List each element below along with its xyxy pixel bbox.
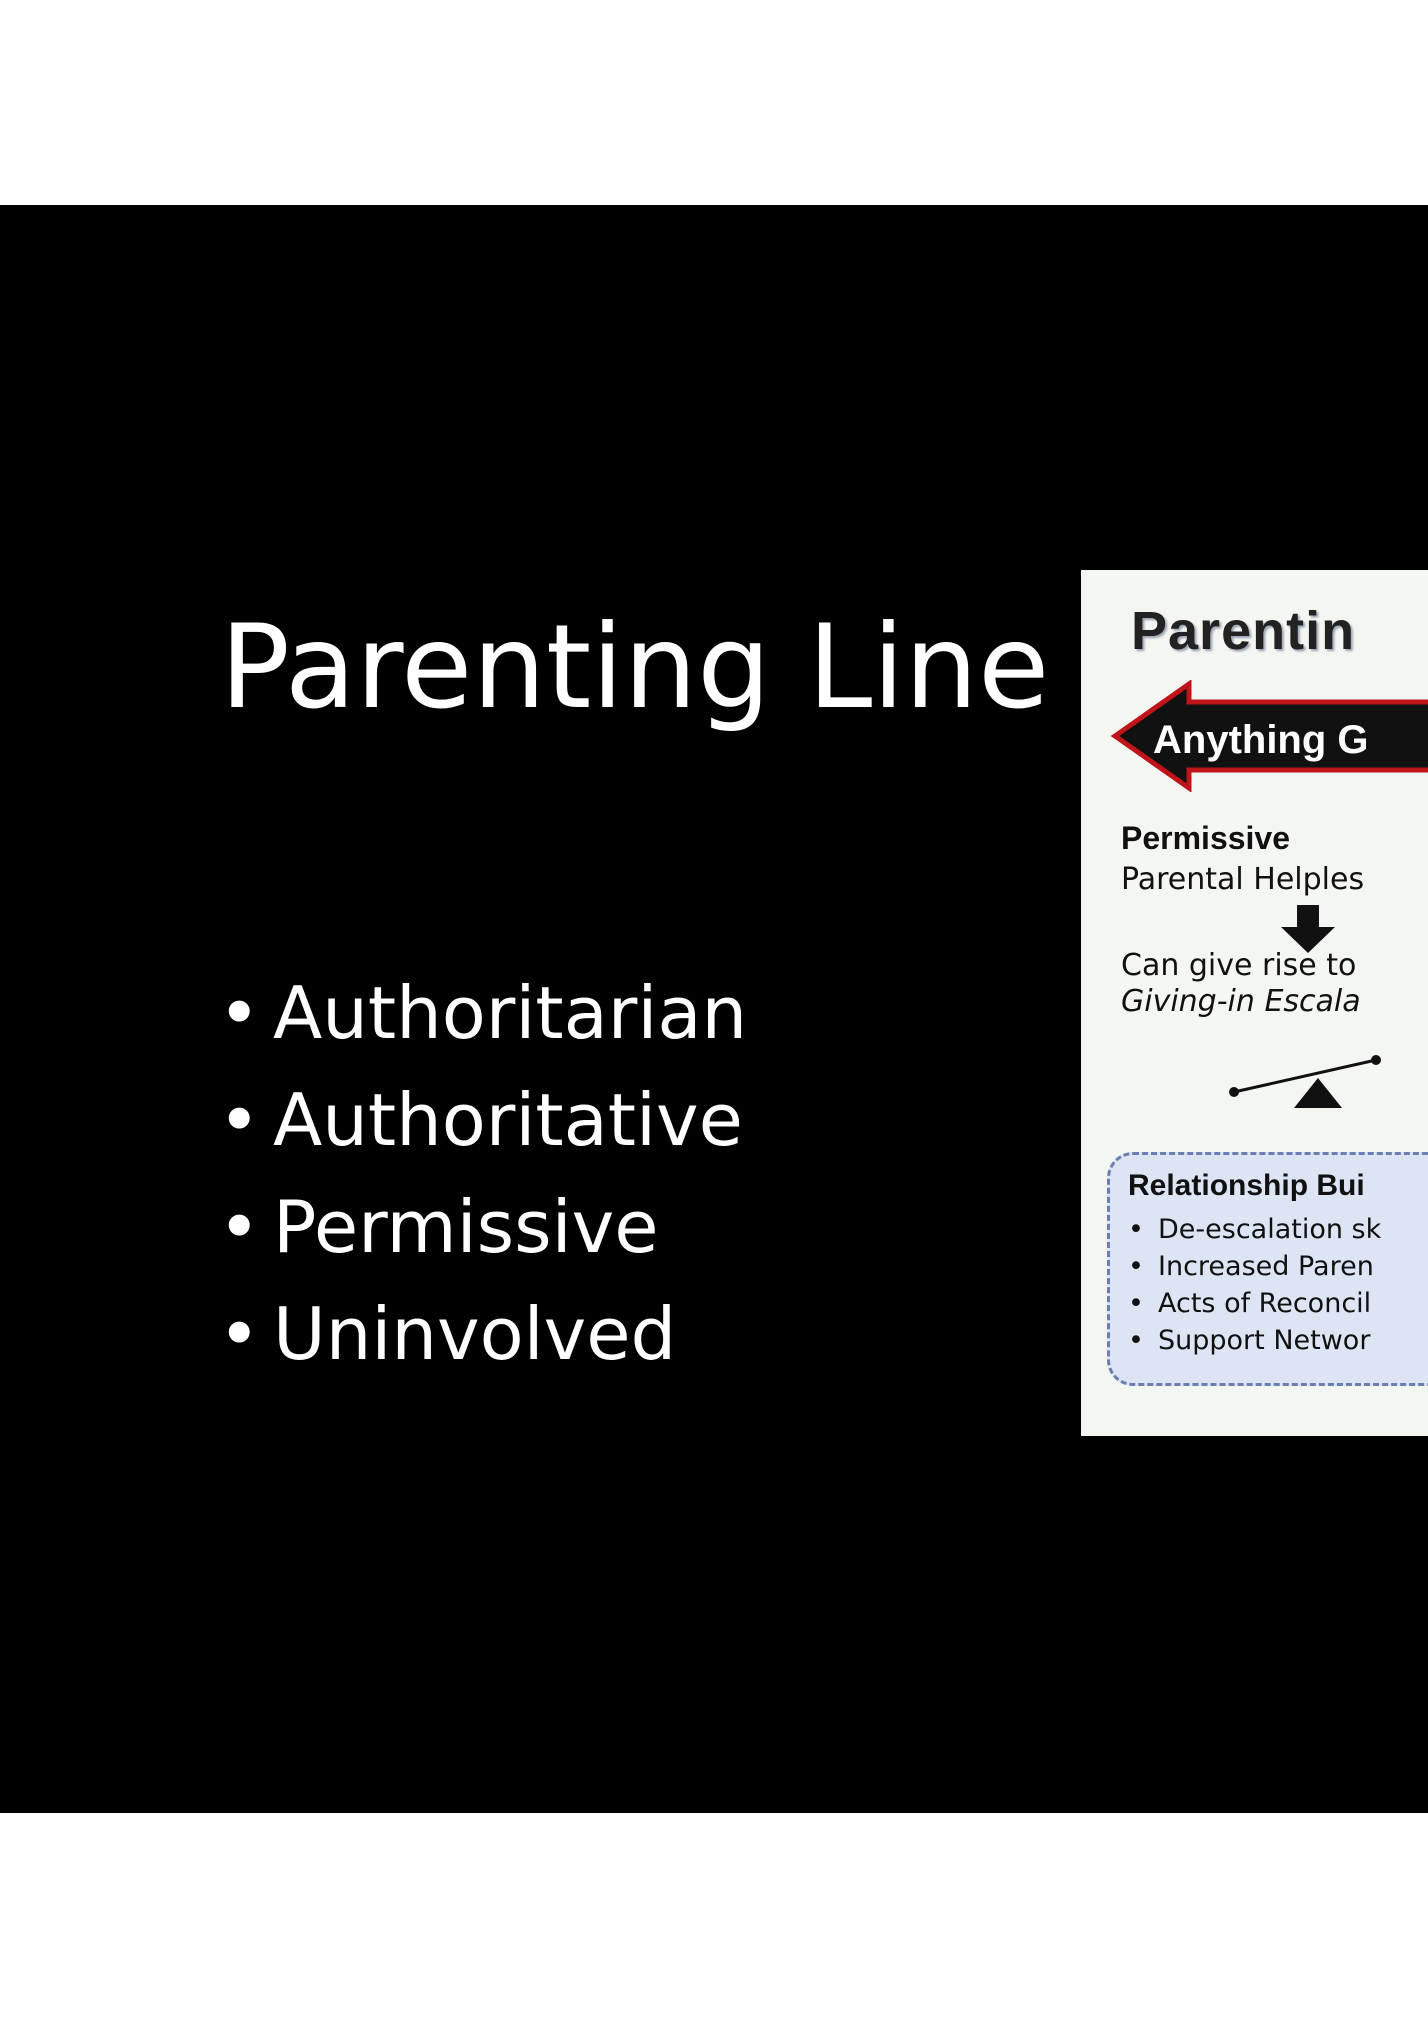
parenting-diagram-image: [1081, 570, 1428, 1436]
diagram-line-2: Can give rise to: [1121, 948, 1357, 983]
box-heading: Relationship Bui: [1128, 1169, 1365, 1202]
slide-title: Parenting Line: [220, 600, 1050, 735]
diagram-line-1: Parental Helples: [1121, 862, 1365, 897]
seesaw-icon: [1226, 1050, 1386, 1110]
bullet-list: [218, 960, 747, 1388]
list-item: [1128, 1248, 1381, 1285]
list-item-text: Acts of Reconcil: [1158, 1288, 1372, 1319]
bullet-marker: •: [1128, 1288, 1144, 1319]
list-item-text: Support Networ: [1158, 1325, 1371, 1356]
bullet-marker: •: [218, 1292, 261, 1376]
bullet-item: [218, 1281, 747, 1388]
list-item: [1128, 1211, 1381, 1248]
bullet-marker: •: [1128, 1214, 1144, 1245]
slide: [0, 205, 1428, 1813]
list-item-text: De-escalation sk: [1158, 1214, 1382, 1245]
bullet-item: [218, 960, 747, 1067]
list-item-text: Increased Paren: [1158, 1251, 1374, 1282]
bullet-marker: •: [218, 1185, 261, 1269]
bullet-item: [218, 1174, 747, 1281]
bullet-marker: •: [1128, 1325, 1144, 1356]
bullet-text: Uninvolved: [273, 1292, 677, 1376]
list-item: [1128, 1285, 1381, 1322]
bullet-marker: •: [218, 971, 261, 1055]
diagram-heading: Permissive: [1121, 820, 1291, 856]
bullet-marker: •: [218, 1078, 261, 1162]
diagram-title: Parentin: [1131, 601, 1356, 661]
bullet-marker: •: [1128, 1251, 1144, 1282]
bullet-text: Permissive: [273, 1185, 659, 1269]
relationship-building-box: [1107, 1152, 1428, 1386]
arrow-label: Anything G: [1153, 718, 1369, 762]
diagram-line-3: Giving-in Escala: [1121, 984, 1361, 1019]
list-item: [1128, 1322, 1381, 1359]
box-list: [1128, 1211, 1381, 1359]
bullet-text: Authoritarian: [273, 971, 748, 1055]
bullet-item: [218, 1067, 747, 1174]
down-arrow-icon: [1281, 905, 1335, 953]
bullet-text: Authoritative: [273, 1078, 743, 1162]
